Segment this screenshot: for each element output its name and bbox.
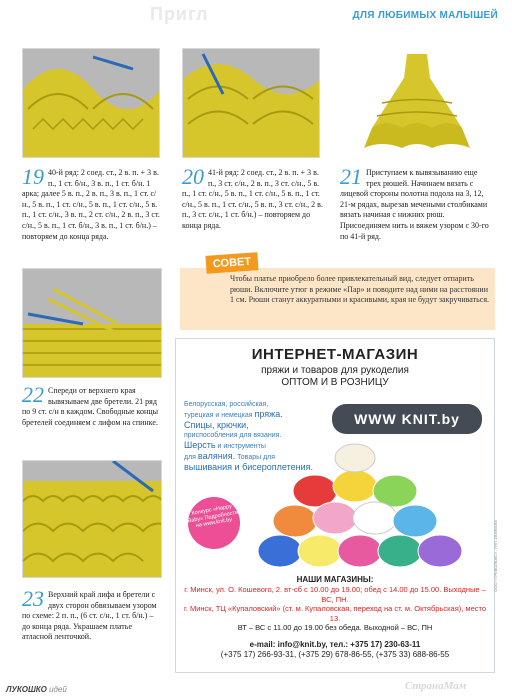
step-20-photo xyxy=(182,48,320,158)
store-address: г. Минск, ТЦ «Купаловский» (ст. м. Купаловская, переход на ст. м. Октябрьская), место 13. xyxy=(183,604,487,623)
ad-list-highlight: Спицы, крючки, xyxy=(184,420,249,430)
step-22 xyxy=(22,382,162,428)
site-watermark: СтранаМам xyxy=(405,680,467,692)
contact-phones: (+375 17) 266-93-31, (+375 29) 678-86-55, (+375 33) 688-86-55 xyxy=(220,650,450,659)
ad-subtitle-wholesale: ОПТОМ И В РОЗНИЦУ xyxy=(281,377,389,388)
store-address: г. Минск, ул. О. Кошевого, 2. вт-сб с 10.00 до 19.00; обед с 14.00 до 15.00. Выходные – ВС, ПН. xyxy=(184,585,486,604)
dress-image xyxy=(342,48,492,158)
section-title: ДЛЯ ЛЮБИМЫХ МАЛЫШЕЙ xyxy=(352,10,498,21)
contest-badge[interactable]: Конкурс «Happy Baby» Подробности на www.knit.by xyxy=(184,493,244,553)
ad-list-line: турецкая и немецкая xyxy=(184,412,253,419)
step-21 xyxy=(340,164,492,242)
step-19-photo xyxy=(22,48,160,158)
ad-subtitle: пряжи и товаров для рукоделия xyxy=(261,365,409,376)
step-number: 23 xyxy=(22,586,44,611)
ad-title: ИНТЕРНЕТ-МАГАЗИН xyxy=(251,346,419,363)
ad-list-line: и инструменты xyxy=(217,443,266,450)
step-text: 40-й ряд: 2 соед. ст., 2 в. п. + 3 в. п., 1 ст. б/н., 3 в. п., 1 ст. б/н. 1 арка; далее 5 в. п., 2 в. п., 3 в. п., 1 ст. с/н., 5 в. п., 1 ст. с/н., 5 в. п., 1 ст. с/н., 5 в. п., 1 ст. с/н., 3 в. п., 2 ст. с/н., 2 в. п., 3 ст. с/н., 5 в. п., 1 ст. б/н., 3 в. п., 1 ст. б/н.) – повторяем до конца ряда. xyxy=(22,168,160,241)
step-21-photo xyxy=(342,48,492,158)
step-23 xyxy=(22,586,162,643)
step-19 xyxy=(22,164,162,242)
crochet-lace-image xyxy=(23,49,160,158)
ad-list-line: приспособления для вязания. xyxy=(184,432,282,439)
step-20 xyxy=(182,164,327,232)
step-number: 20 xyxy=(182,164,204,189)
contact-email: e-mail: info@knit.by, тел.: +375 17) 230-63-11 xyxy=(249,640,421,649)
step-number: 21 xyxy=(340,164,362,189)
brand-suffix: идей xyxy=(49,685,67,694)
ad-list-highlight: пряжа. xyxy=(254,409,283,419)
step-23-photo xyxy=(22,460,162,578)
website-button[interactable]: WWW KNIT.by xyxy=(332,404,482,434)
ad-list-line: Белорусская, российская, xyxy=(184,401,269,408)
stores-list xyxy=(180,585,490,633)
stores-heading: НАШИ МАГАЗИНЫ: xyxy=(296,575,374,584)
step-text: Спереди от верхнего края вывязываем две бретели. 21 ряд по 9 ст. с/н в каждом. Свободные концы бретелей соединяем с лифом на спинке. xyxy=(22,386,158,427)
yarn-balls-image xyxy=(240,436,490,576)
step-text: Верхний край лифа и бретели с двух сторон обвязываем узором по схеме: 2 п. п., (6 ст. с/н., 1 ст. б/н.) – до конца ряда. Украшаем платье атласной ленточкой. xyxy=(22,590,157,642)
ad-list-line: для xyxy=(184,454,196,461)
brand-name: ЛУКОШКО xyxy=(6,685,47,694)
header-ghost-text: Пригл xyxy=(150,4,209,24)
step-number: 22 xyxy=(22,382,44,407)
crochet-strap-image xyxy=(23,269,162,378)
ad-list-highlight: вышивания и бисероплетения. xyxy=(184,462,314,472)
contacts xyxy=(180,640,490,660)
step-text: 41-й ряд: 2 соед. ст., 2 в. п. + 3 в. п., 3 ст. с/н., 2 в. п., 3 ст. с/н., 5 в. п., 1 ст. с/н., 5 в. п., 1 ст. с/н., 5 в. п., 1 ст. с/н., 5 в. п., 1 ст. с/н., 5 в. п., 3 ст. с/н., 2 в. п., 3 ст. с/н., 1 ст. б/н.) – повторяем до конца ряда. xyxy=(182,168,323,230)
store-hours: ВТ – ВС с 11.00 до 19.00 без обеда. Выходной – ВС, ПН xyxy=(237,623,433,632)
tip-label: СОВЕТ xyxy=(205,252,258,274)
crochet-edge-image xyxy=(23,461,162,578)
step-text: Приступаем к вывязыванию еще трех рюшей. Начинаем вязать с лицевой стороны полотна подола на 3, 12, 21-м рядах, вырезав мечеными столбиками вязать начиная с нижних рюш. Присоединяем нить и вяжем узором с 30-го по 41-й ряд. xyxy=(340,168,489,241)
tip-text: Чтобы платье приобрело более привлекательный вид, следует отпарить рюши. Включите утюг в режиме «Пар» и поводите над ними на расстоянии 1 см. Рюши станут аккуратными и красивыми, края не будут закручиваться. xyxy=(230,274,490,304)
magazine-brand xyxy=(6,685,67,694)
step-number: 19 xyxy=(22,164,44,189)
ad-list-highlight: валяния. xyxy=(197,451,236,461)
ad-list-highlight: Шерсть xyxy=(184,440,216,450)
crochet-lace-image xyxy=(183,49,320,158)
ad-list-line: Товары для xyxy=(237,454,276,461)
ad-legal-note: ООО «ТРЕВОЛЮКС». УНП 190965065 xyxy=(493,520,498,592)
step-22-photo xyxy=(22,268,162,378)
